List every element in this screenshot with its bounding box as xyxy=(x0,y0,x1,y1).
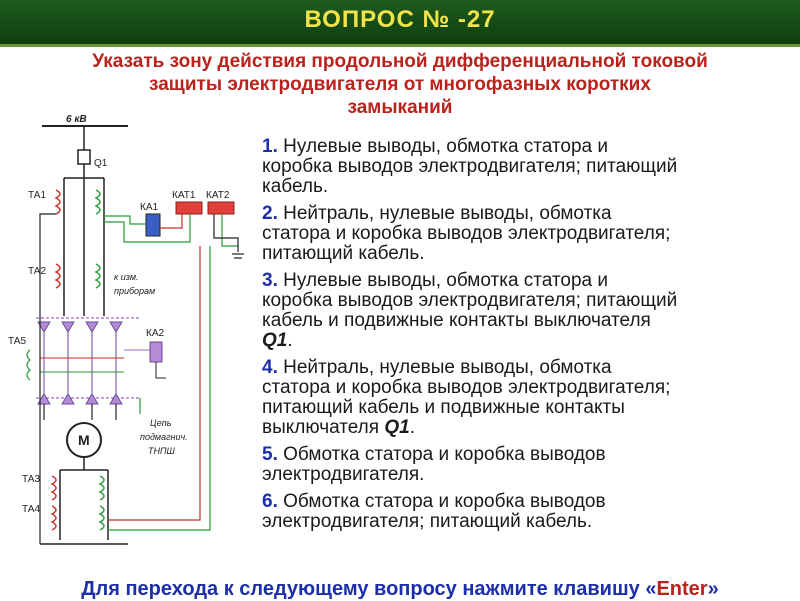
answer-text: статора и коробка выводов электродвигателя; xyxy=(262,223,671,244)
answer-number: 6. xyxy=(262,491,278,512)
answer-text: кабель. xyxy=(262,176,329,197)
footer-hint xyxy=(0,578,800,601)
answer-option-3[interactable] xyxy=(262,271,798,351)
answer-option-2[interactable] xyxy=(262,204,798,264)
kat1-label: КАТ1 xyxy=(172,190,196,201)
answer-text: коробка выводов электродвигателя; питающий xyxy=(262,156,678,177)
q1-label: Q1 xyxy=(94,158,108,169)
answer-text: Нейтраль, нулевые выводы, обмотка xyxy=(283,203,612,224)
answer-text: Нулевые выводы, обмотка статора и xyxy=(283,270,609,291)
answer-text: Нулевые выводы, обмотка статора и xyxy=(283,136,609,157)
ta2-label: ТА2 xyxy=(28,266,47,277)
answer-text: электродвигателя; питающий кабель. xyxy=(262,511,593,532)
circuit-diagram xyxy=(0,108,262,558)
motor-label: М xyxy=(78,432,90,448)
ta3-label: ТА3 xyxy=(22,474,41,485)
answer-list xyxy=(262,137,798,539)
answer-text: питающий кабель и подвижные контакты xyxy=(262,397,625,418)
footer-text: Для перехода к следующему вопросу нажмите клавишу « xyxy=(81,578,657,600)
relay-ka1 xyxy=(146,214,160,236)
answer-text: электродвигателя. xyxy=(262,464,425,485)
ta5-label: ТА5 xyxy=(8,336,27,347)
answer-number: 5. xyxy=(262,444,278,465)
answer-text: Обмотка статора и коробка выводов xyxy=(283,444,606,465)
enter-key-label: Enter xyxy=(656,578,708,600)
page-title: ВОПРОС № -27 xyxy=(304,6,496,33)
answer-text: статора и коробка выводов электродвигателя; xyxy=(262,377,671,398)
answer-emphasis: Q1 xyxy=(262,330,288,351)
answer-option-1[interactable] xyxy=(262,137,798,197)
kat2-label: КАТ2 xyxy=(206,190,230,201)
answer-text: Обмотка статора и коробка выводов xyxy=(283,491,606,512)
footer-text-end: » xyxy=(707,578,719,600)
ta4-label: ТА4 xyxy=(22,504,41,515)
answer-number: 2. xyxy=(262,203,278,224)
answer-text: . xyxy=(409,417,415,438)
answer-text: Нейтраль, нулевые выводы, обмотка xyxy=(283,357,612,378)
answer-number: 4. xyxy=(262,357,278,378)
question-line: защиты электродвигателя от многофазных коротких xyxy=(149,74,651,95)
answer-number: 1. xyxy=(262,136,278,157)
answer-text: . xyxy=(287,330,293,351)
question-line: Указать зону действия продольной дифференциальной токовой xyxy=(92,51,708,72)
ka2-label: КА2 xyxy=(146,328,165,339)
answer-text: кабель и подвижные контакты выключателя xyxy=(262,310,651,331)
ta1-label: ТА1 xyxy=(28,190,47,201)
relay-kat1 xyxy=(176,202,202,214)
answer-text: выключателя xyxy=(262,417,385,438)
answer-number: 3. xyxy=(262,270,278,291)
meter-label-1: к изм. xyxy=(114,272,139,282)
question-line: замыканий xyxy=(347,97,453,118)
answer-emphasis: Q1 xyxy=(384,417,410,438)
answer-text: коробка выводов электродвигателя; питающий xyxy=(262,290,678,311)
answer-text: питающий кабель. xyxy=(262,243,425,264)
relay-kat2 xyxy=(208,202,234,214)
voltage-label: 6 кВ xyxy=(66,114,87,125)
answer-option-6[interactable] xyxy=(262,492,798,532)
breaker-q1 xyxy=(78,150,90,164)
ka1-label: КА1 xyxy=(140,202,159,213)
answer-option-5[interactable] xyxy=(262,445,798,485)
answer-option-4[interactable] xyxy=(262,358,798,438)
circuit-label-2: подмагнич. xyxy=(140,432,188,442)
circuit-label-1: Цепь xyxy=(150,418,172,428)
meter-label-2: приборам xyxy=(114,286,156,296)
circuit-label-3: ТНПШ xyxy=(148,446,175,456)
relay-ka2 xyxy=(150,342,162,362)
